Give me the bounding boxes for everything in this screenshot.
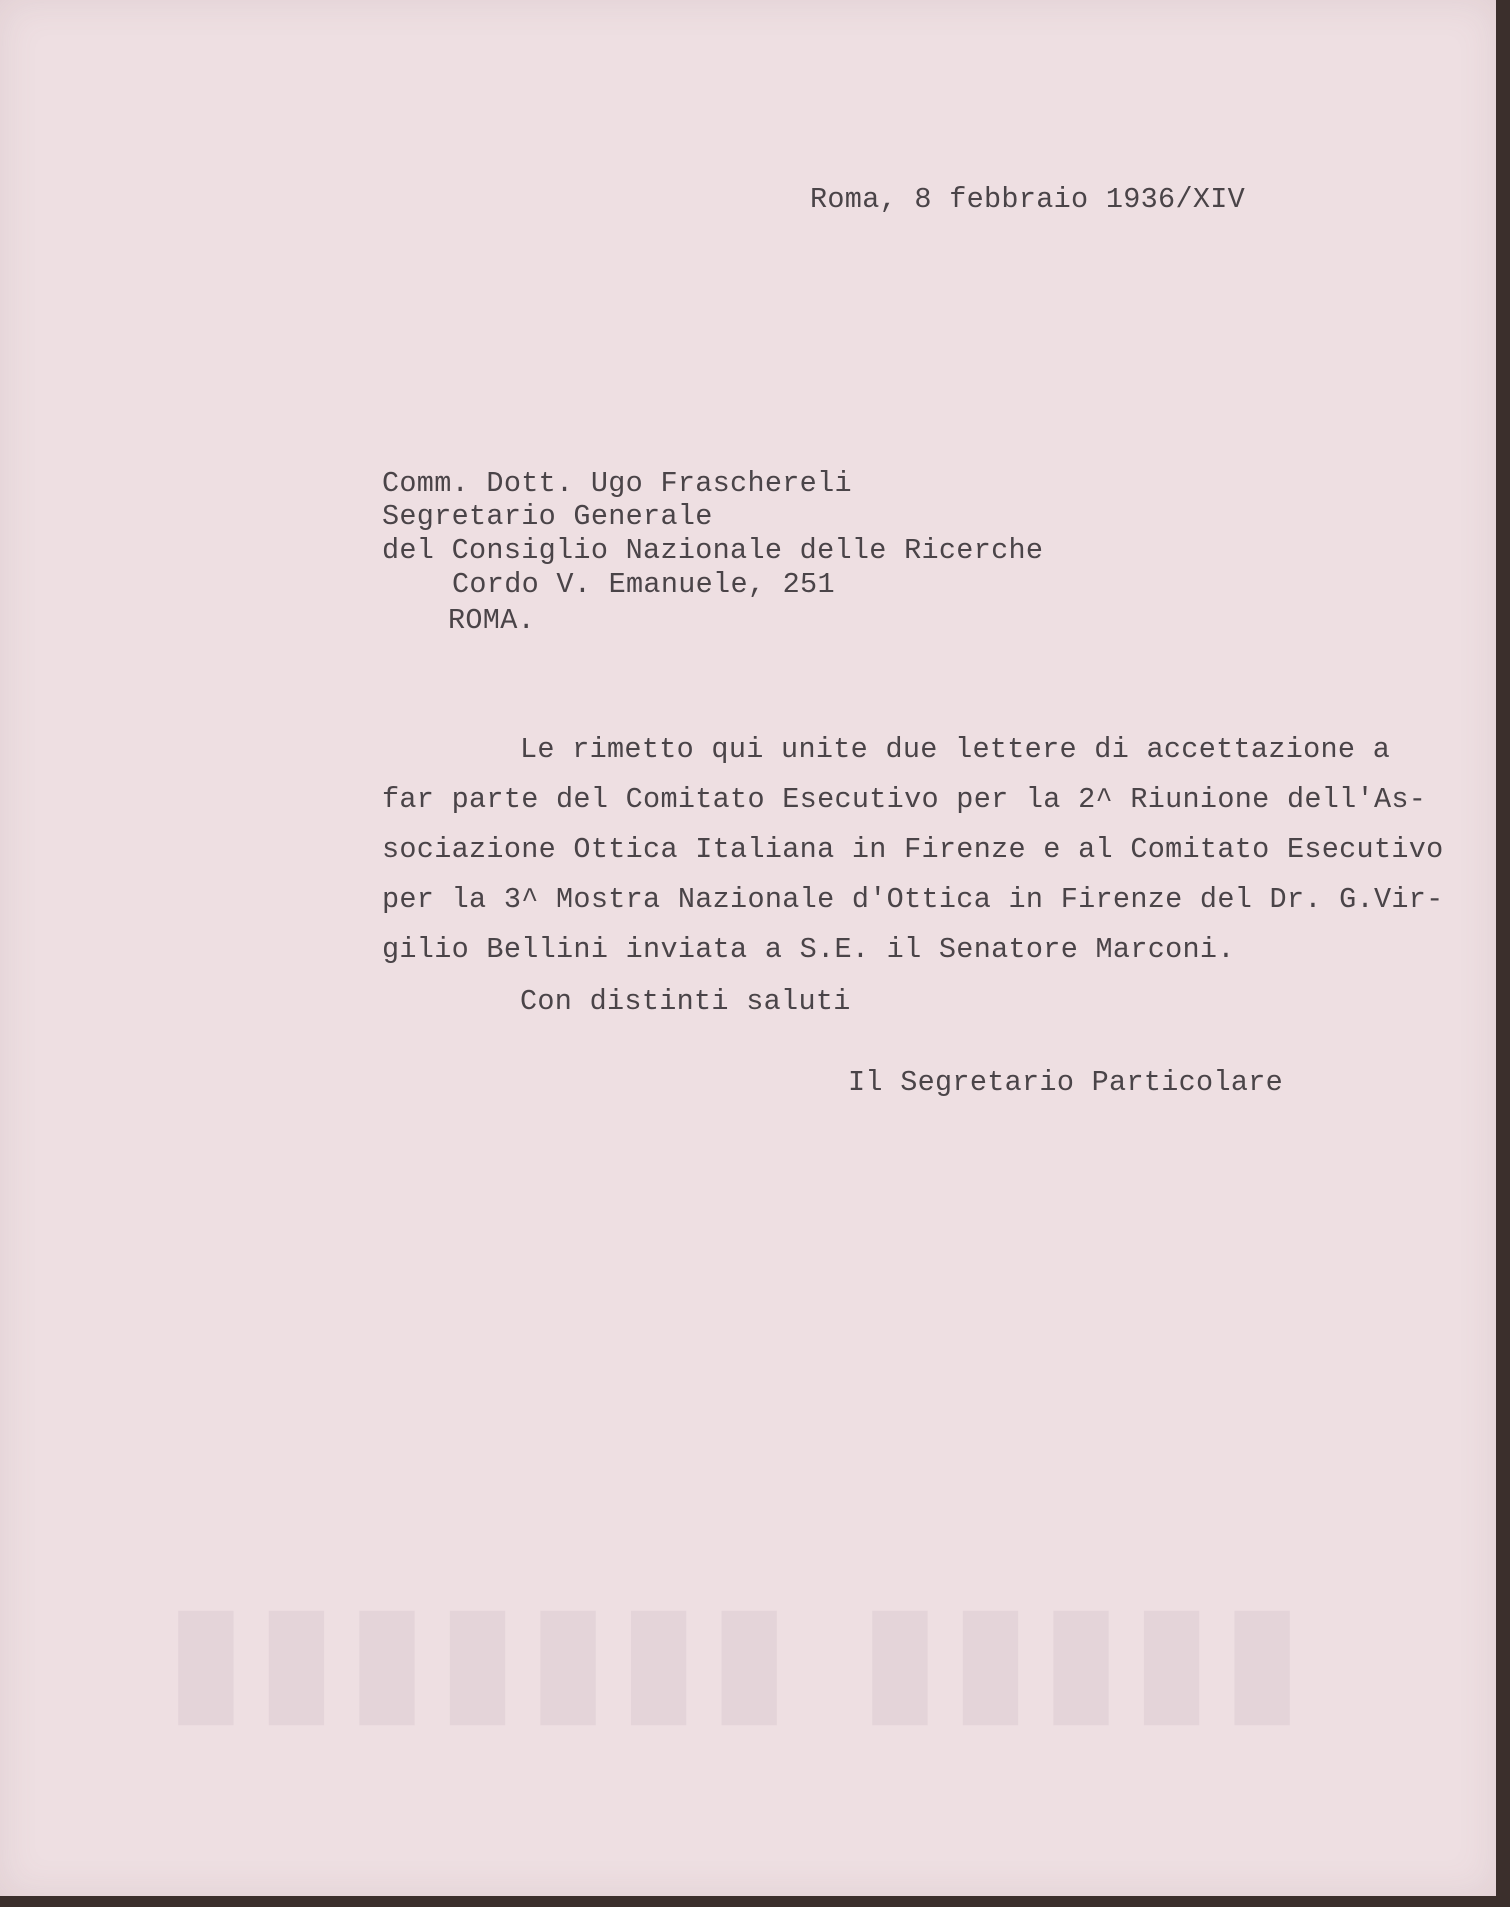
body-line: far parte del Comitato Esecutivo per la 2^ Riunione dell'As- bbox=[382, 783, 1427, 816]
recipient-name: Comm. Dott. Ugo Fraschereli bbox=[382, 467, 852, 500]
body-line: gilio Bellini inviata a S.E. il Senatore Marconi. bbox=[382, 933, 1235, 966]
recipient-title: Segretario Generale bbox=[382, 500, 713, 533]
body-line: Le rimetto qui unite due lettere di accettazione a bbox=[520, 733, 1391, 766]
letter-body bbox=[382, 733, 1444, 984]
recipient-city: ROMA. bbox=[448, 604, 536, 637]
signature-line: Il Segretario Particolare bbox=[848, 1066, 1284, 1099]
body-line: per la 3^ Mostra Nazionale d'Ottica in Firenze del Dr. G.Vir- bbox=[382, 883, 1444, 916]
show-through-watermark: ▮▮▮▮▮ ▮▮▮▮▮▮▮ bbox=[156, 1567, 1304, 1743]
date-line: Roma, 8 febbraio 1936/XIV bbox=[810, 183, 1246, 216]
recipient-street: Cordo V. Emanuele, 251 bbox=[452, 568, 835, 601]
recipient-organization: del Consiglio Nazionale delle Ricerche bbox=[382, 534, 1044, 567]
body-line: sociazione Ottica Italiana in Firenze e al Comitato Esecutivo bbox=[382, 833, 1444, 866]
closing-salutation: Con distinti saluti bbox=[520, 985, 851, 1018]
